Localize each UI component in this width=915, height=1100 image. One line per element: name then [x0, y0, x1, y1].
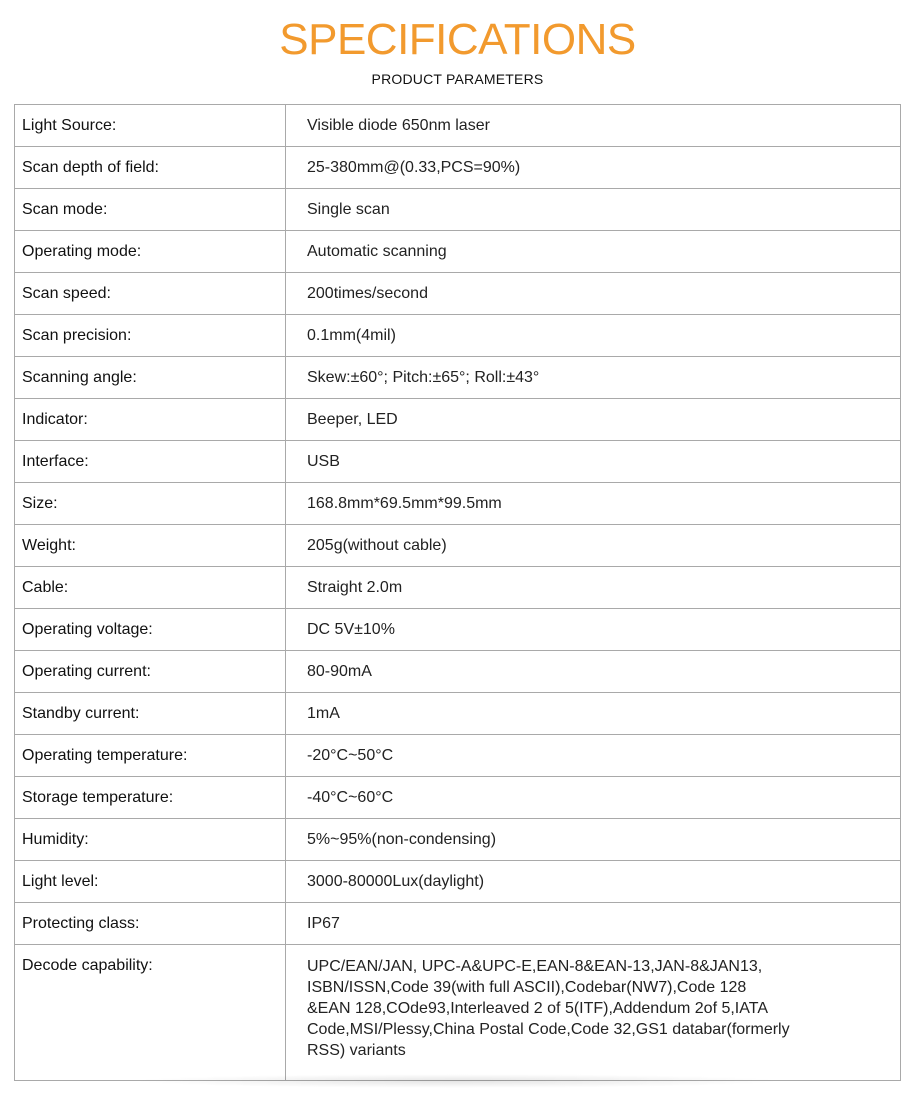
- spec-label: Operating temperature:: [15, 735, 286, 777]
- spec-value: 200times/second: [286, 273, 901, 315]
- spec-value: USB: [286, 441, 901, 483]
- spec-row: [15, 777, 901, 819]
- spec-value: UPC/EAN/JAN, UPC-A&UPC-E,EAN-8&EAN-13,JAN-8&JAN13, ISBN/ISSN,Code 39(with full ASCII),Codebar(NW7),Code 128 &EAN 128,COde93,Interleaved 2 of 5(ITF),Addendum 2of 5,IATA Code,MSI/Plessy,China Postal Code,Code 32,GS1 databar(formerly RSS) variants: [286, 945, 901, 1081]
- spec-label: Light level:: [15, 861, 286, 903]
- table-shadow: [130, 1074, 785, 1088]
- spec-label: Decode capability:: [15, 945, 286, 1081]
- specifications-table: [14, 104, 901, 1081]
- spec-row: [15, 567, 901, 609]
- spec-value: Skew:±60°; Pitch:±65°; Roll:±43°: [286, 357, 901, 399]
- spec-value: -20°C~50°C: [286, 735, 901, 777]
- spec-row: [15, 231, 901, 273]
- spec-label: Interface:: [15, 441, 286, 483]
- spec-row: [15, 693, 901, 735]
- spec-value: Visible diode 650nm laser: [286, 105, 901, 147]
- spec-value: 205g(without cable): [286, 525, 901, 567]
- spec-value: Beeper, LED: [286, 399, 901, 441]
- spec-label: Scan precision:: [15, 315, 286, 357]
- spec-label: Scanning angle:: [15, 357, 286, 399]
- spec-value: 25-380mm@(0.33,PCS=90%): [286, 147, 901, 189]
- spec-label: Cable:: [15, 567, 286, 609]
- spec-row: [15, 525, 901, 567]
- spec-row: [15, 189, 901, 231]
- spec-row: [15, 273, 901, 315]
- spec-value: 5%~95%(non-condensing): [286, 819, 901, 861]
- spec-row: [15, 399, 901, 441]
- spec-value: 168.8mm*69.5mm*99.5mm: [286, 483, 901, 525]
- page-subtitle: PRODUCT PARAMETERS: [371, 71, 544, 87]
- spec-label: Light Source:: [15, 105, 286, 147]
- spec-value: DC 5V±10%: [286, 609, 901, 651]
- spec-label: Standby current:: [15, 693, 286, 735]
- spec-label: Operating mode:: [15, 231, 286, 273]
- spec-row: [15, 735, 901, 777]
- spec-label: Humidity:: [15, 819, 286, 861]
- spec-row: [15, 945, 901, 1081]
- spec-row: [15, 903, 901, 945]
- spec-label: Scan depth of field:: [15, 147, 286, 189]
- spec-label: Storage temperature:: [15, 777, 286, 819]
- spec-value: IP67: [286, 903, 901, 945]
- page-title: SPECIFICATIONS: [279, 15, 636, 64]
- spec-row: [15, 651, 901, 693]
- spec-row: [15, 147, 901, 189]
- spec-row: [15, 441, 901, 483]
- spec-label: Indicator:: [15, 399, 286, 441]
- spec-row: [15, 357, 901, 399]
- spec-row: [15, 861, 901, 903]
- spec-value: 3000-80000Lux(daylight): [286, 861, 901, 903]
- spec-value: 80-90mA: [286, 651, 901, 693]
- spec-value: 0.1mm(4mil): [286, 315, 901, 357]
- spec-value: Single scan: [286, 189, 901, 231]
- spec-row: [15, 609, 901, 651]
- spec-value: Automatic scanning: [286, 231, 901, 273]
- spec-row: [15, 819, 901, 861]
- page-header: [0, 14, 915, 88]
- spec-label: Weight:: [15, 525, 286, 567]
- spec-value: Straight 2.0m: [286, 567, 901, 609]
- spec-value: -40°C~60°C: [286, 777, 901, 819]
- spec-row: [15, 483, 901, 525]
- spec-label: Scan speed:: [15, 273, 286, 315]
- spec-value: 1mA: [286, 693, 901, 735]
- spec-label: Operating voltage:: [15, 609, 286, 651]
- spec-label: Operating current:: [15, 651, 286, 693]
- spec-label: Scan mode:: [15, 189, 286, 231]
- spec-row: [15, 315, 901, 357]
- spec-label: Protecting class:: [15, 903, 286, 945]
- spec-label: Size:: [15, 483, 286, 525]
- spec-row: [15, 105, 901, 147]
